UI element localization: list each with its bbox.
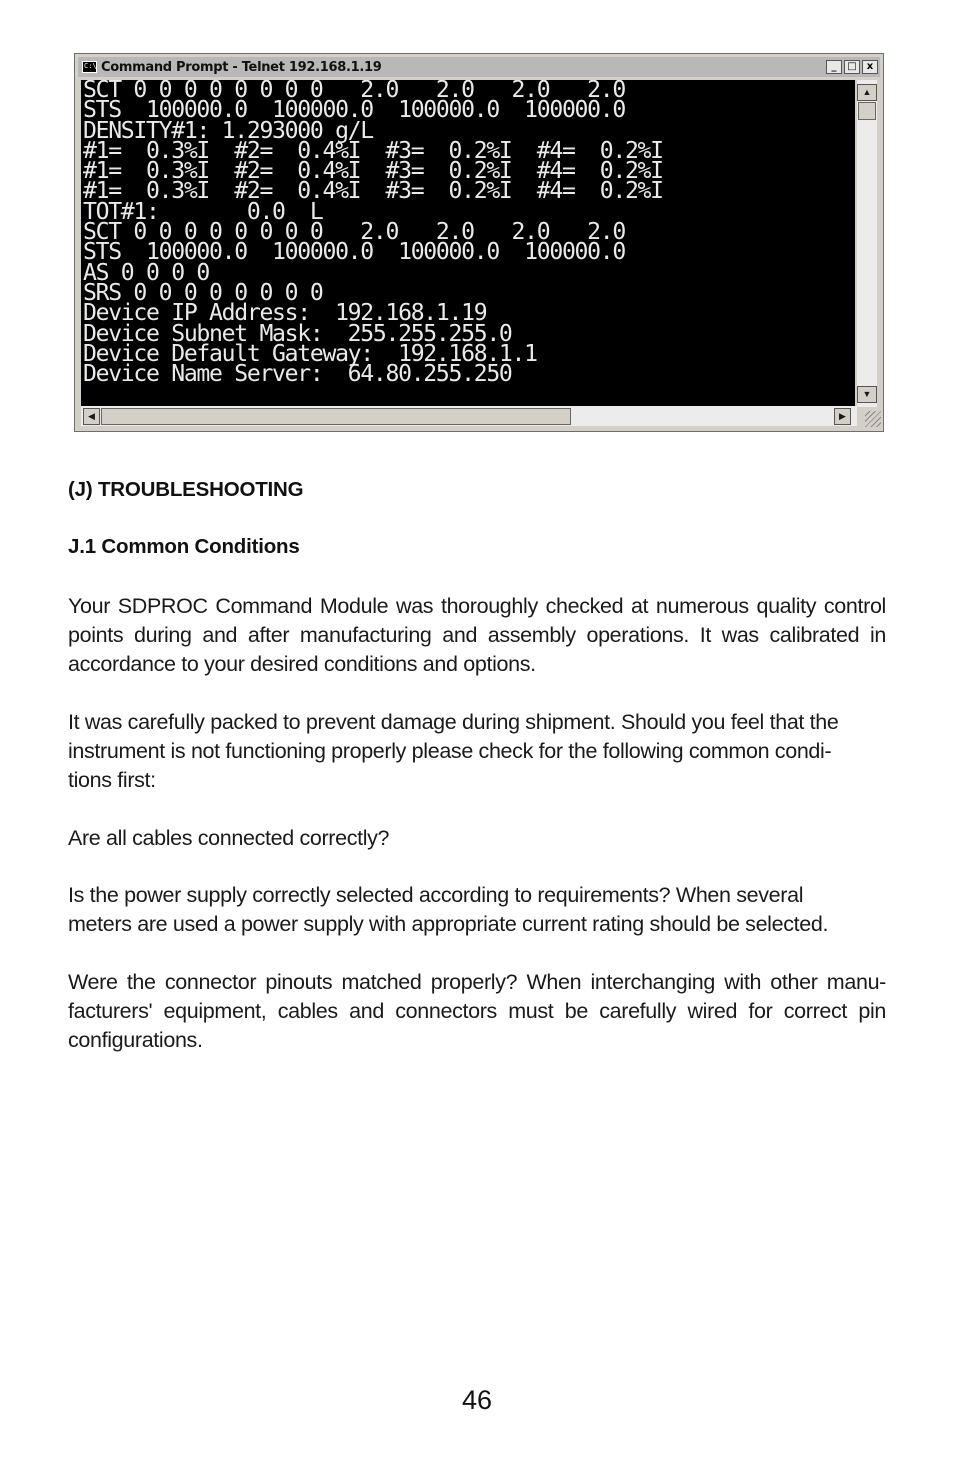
paragraph-power-line2: meters are used a power supply with appropriate current rating should be selected. [68,912,829,936]
window-titlebar[interactable] [78,57,880,77]
scroll-up-arrow-icon[interactable]: ▲ [857,84,877,101]
console-output[interactable] [81,80,855,407]
resize-grip-icon[interactable] [865,411,881,427]
console-line: SCT 0 0 0 0 0 0 0 0 2.0 2.0 2.0 2.0 [83,219,625,246]
command-prompt-icon: C:\ [82,61,97,73]
scroll-left-arrow-icon[interactable]: ◀ [83,408,100,425]
console-line: TOT#1: 0.0 L [83,198,323,225]
maximize-button[interactable]: □ [844,60,860,74]
window-title: Command Prompt - Telnet 192.168.1.19 [101,59,382,75]
paragraph-cables: Are all cables connected correctly? [68,826,390,850]
close-button[interactable]: x [862,60,878,74]
page-number: 46 [461,1385,493,1415]
console-line: #1= 0.3%I #2= 0.4%I #3= 0.2%I #4= 0.2%I [83,178,663,205]
paragraph-power-line1: Is the power supply correctly selected according to requirements? When several [68,883,804,907]
console-line: STS 100000.0 100000.0 100000.0 100000.0 [83,239,625,266]
paragraph-packing-line3: tions first: [68,768,156,792]
vertical-scroll-thumb[interactable] [858,102,876,120]
horizontal-scroll-thumb[interactable] [101,408,571,425]
console-line: Device Name Server: 64.80.255.250 [83,361,512,388]
telnet-window [74,53,884,432]
console-line: Device IP Address: 192.168.1.19 [83,300,487,327]
console-line: #1= 0.3%I #2= 0.4%I #3= 0.2%I #4= 0.2%I [83,137,663,164]
horizontal-scrollbar[interactable] [81,406,857,426]
console-line: DENSITY#1: 1.293000 g/L [83,117,373,144]
paragraph-packing-line2: instrument is not functioning properly please check for the following common condi- [68,739,832,763]
paragraph-intro: Your SDPROC Command Module was thoroughly checked at numerous quality control points during and after manufacturing and assembly operations. It was calibrated in accordance to your desired conditions and options. [68,594,886,676]
section-heading: (J) TROUBLESHOOTING [68,478,304,501]
console-line: Device Default Gateway: 192.168.1.1 [83,340,537,367]
scroll-right-arrow-icon[interactable]: ▶ [834,408,851,425]
paragraph-pinouts: Were the connector pinouts matched properly? When interchanging with other manu-facturers' equipment, cables and connectors must be carefully wired for correct pin configurations. [68,970,886,1052]
console-line: #1= 0.3%I #2= 0.4%I #3= 0.2%I #4= 0.2%I [83,158,663,185]
console-line: SRS 0 0 0 0 0 0 0 0 [83,279,323,306]
scroll-down-arrow-icon[interactable]: ▼ [857,386,877,403]
console-line: Device Subnet Mask: 255.255.255.0 [83,320,512,347]
window-controls [826,60,878,74]
subsection-heading: J.1 Common Conditions [68,535,300,558]
console-line: AS 0 0 0 0 [83,259,210,286]
minimize-button[interactable]: _ [826,60,842,74]
vertical-scrollbar[interactable] [857,80,877,407]
paragraph-packing-line1: It was carefully packed to prevent damage during shipment. Should you feel that the [68,710,839,734]
console-line: STS 100000.0 100000.0 100000.0 100000.0 [83,97,625,124]
console-line: SCT 0 0 0 0 0 0 0 0 2.0 2.0 2.0 2.0 [83,80,625,103]
